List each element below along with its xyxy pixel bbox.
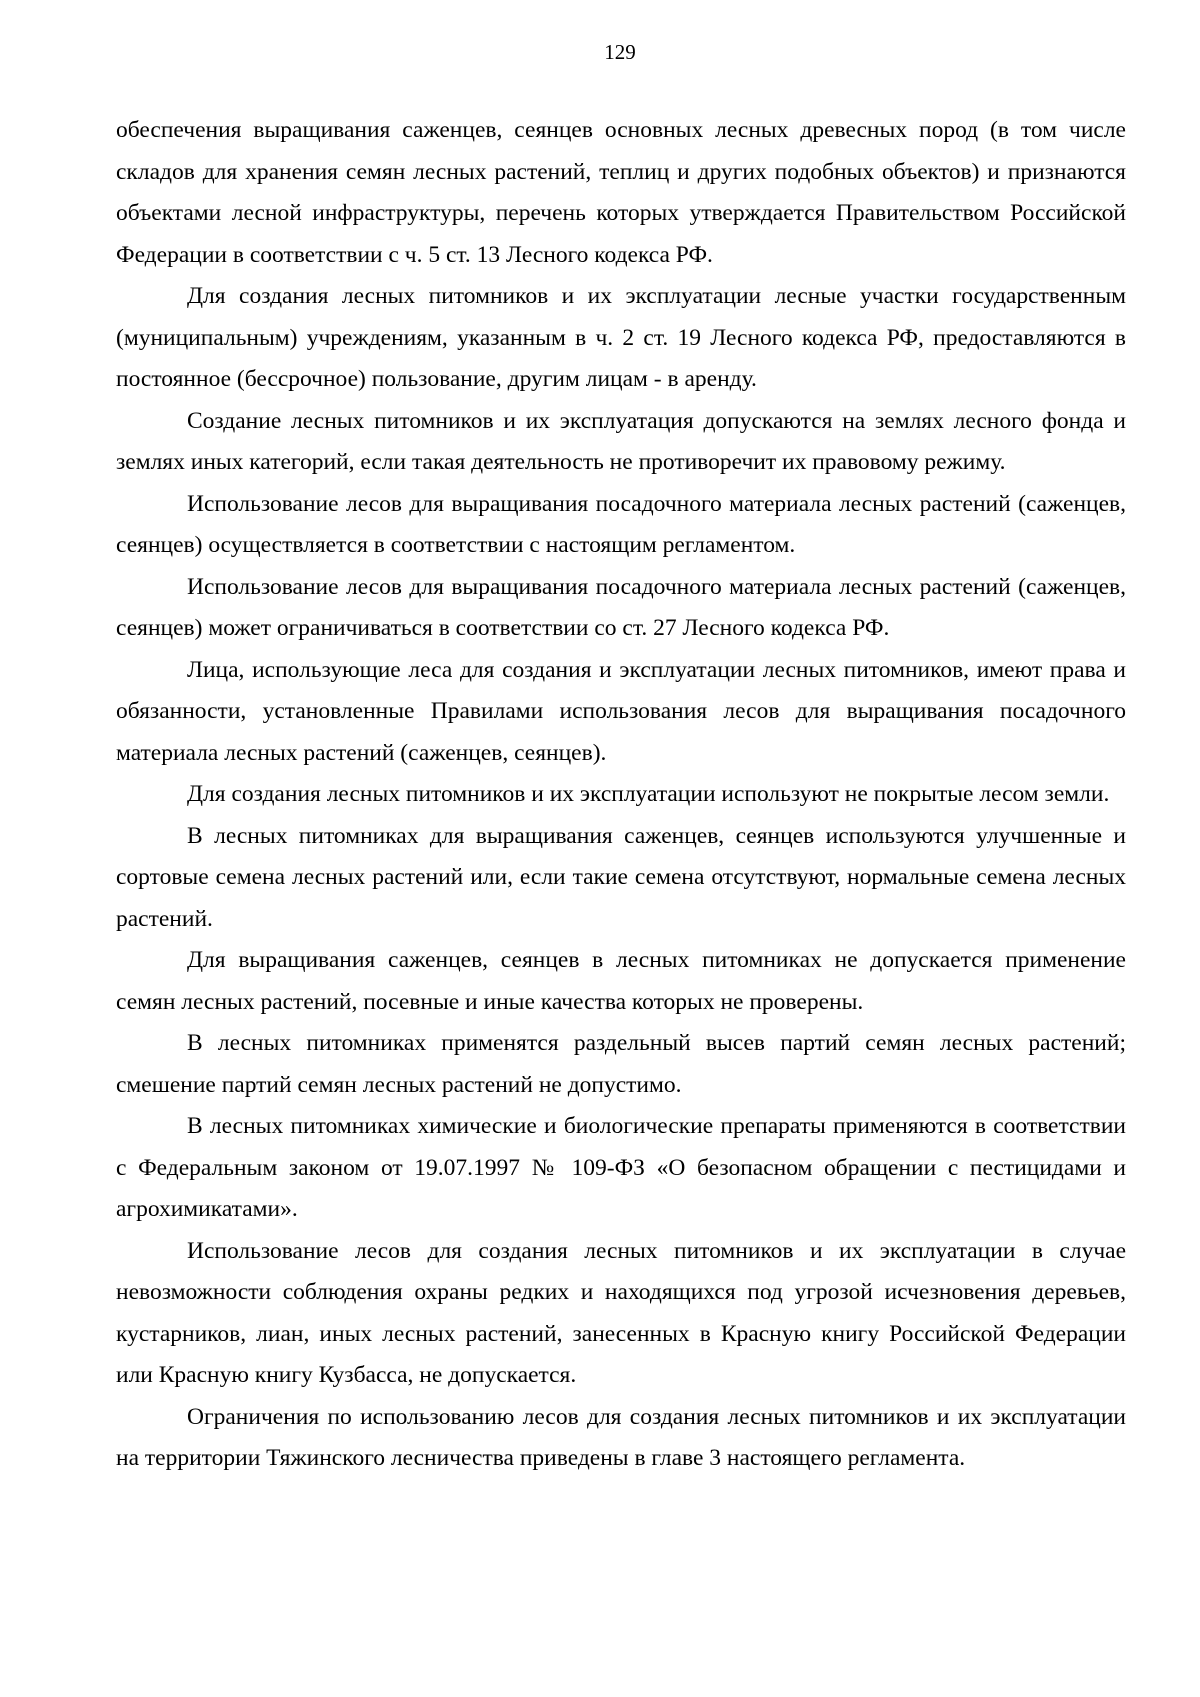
paragraph: Использование лесов для создания лесных питомников и их эксплуатации в случае невозможности соблюдения охраны редких и находящихся под угрозой исчезновения деревьев, кустарников, лиан, иных лесных растений, занесенных в Красную книгу Российской Федерации или Красную книгу Кузбасса, не допускается.	[116, 1237, 1126, 1388]
paragraph: Для создания лесных питомников и их эксплуатации используют не покрытые лесом земли.	[187, 781, 1110, 807]
paragraph: В лесных питомниках применятся раздельный высев партий семян лесных растений; смешение партий семян лесных растений не допустимо.	[116, 1030, 1126, 1098]
paragraph: Для выращивания саженцев, сеянцев в лесных питомниках не допускается применение семян лесных растений, посевные и иные качества которых не проверены.	[116, 947, 1126, 1015]
paragraph: Ограничения по использованию лесов для создания лесных питомников и их эксплуатации на территории Тяжинского лесничества приведены в главе 3 настоящего регламента.	[116, 1403, 1126, 1471]
paragraph: Использование лесов для выращивания посадочного материала лесных растений (саженцев, сеянцев) осуществляется в соответствии с настоящим регламентом.	[116, 490, 1126, 558]
paragraph: Для создания лесных питомников и их эксплуатации лесные участки государственным (муниципальным) учреждениям, указанным в ч. 2 ст. 19 Лесного кодекса РФ, предоставляются в постоянное (бессрочное) пользование, другим лицам - в аренду.	[116, 283, 1126, 392]
paragraph: Лица, использующие леса для создания и эксплуатации лесных питомников, имеют права и обязанности, установленные Правилами использования лесов для выращивания посадочного материала лесных растений (саженцев, сеянцев).	[116, 656, 1126, 766]
page-number: 129	[604, 40, 636, 64]
paragraph: Использование лесов для выращивания посадочного материала лесных растений (саженцев, сеянцев) может ограничиваться в соответствии со ст. 27 Лесного кодекса РФ.	[116, 573, 1126, 641]
body-text	[116, 110, 1126, 1480]
paragraph: Создание лесных питомников и их эксплуатация допускаются на землях лесного фонда и землях иных категорий, если такая деятельность не противоречит их правовому режиму.	[116, 407, 1126, 475]
paragraph: В лесных питомниках химические и биологические препараты применяются в соответствии с Федеральным законом от 19.07.1997 № 109-ФЗ «О безопасном обращении с пестицидами и агрохимикатами».	[116, 1113, 1126, 1222]
paragraph-continuation: обеспечения выращивания саженцев, сеянцев основных лесных древесных пород (в том числе складов для хранения семян лесных растений, теплиц и других подобных объектов) и признаются объектами лесной инфраструктуры, перечень которых утверждается Правительством Российской Федерации в соответствии с ч. 5 ст. 13 Лесного кодекса РФ.	[116, 117, 1126, 268]
paragraph: В лесных питомниках для выращивания саженцев, сеянцев используются улучшенные и сортовые семена лесных растений или, если такие семена отсутствуют, нормальные семена лесных растений.	[116, 822, 1126, 932]
